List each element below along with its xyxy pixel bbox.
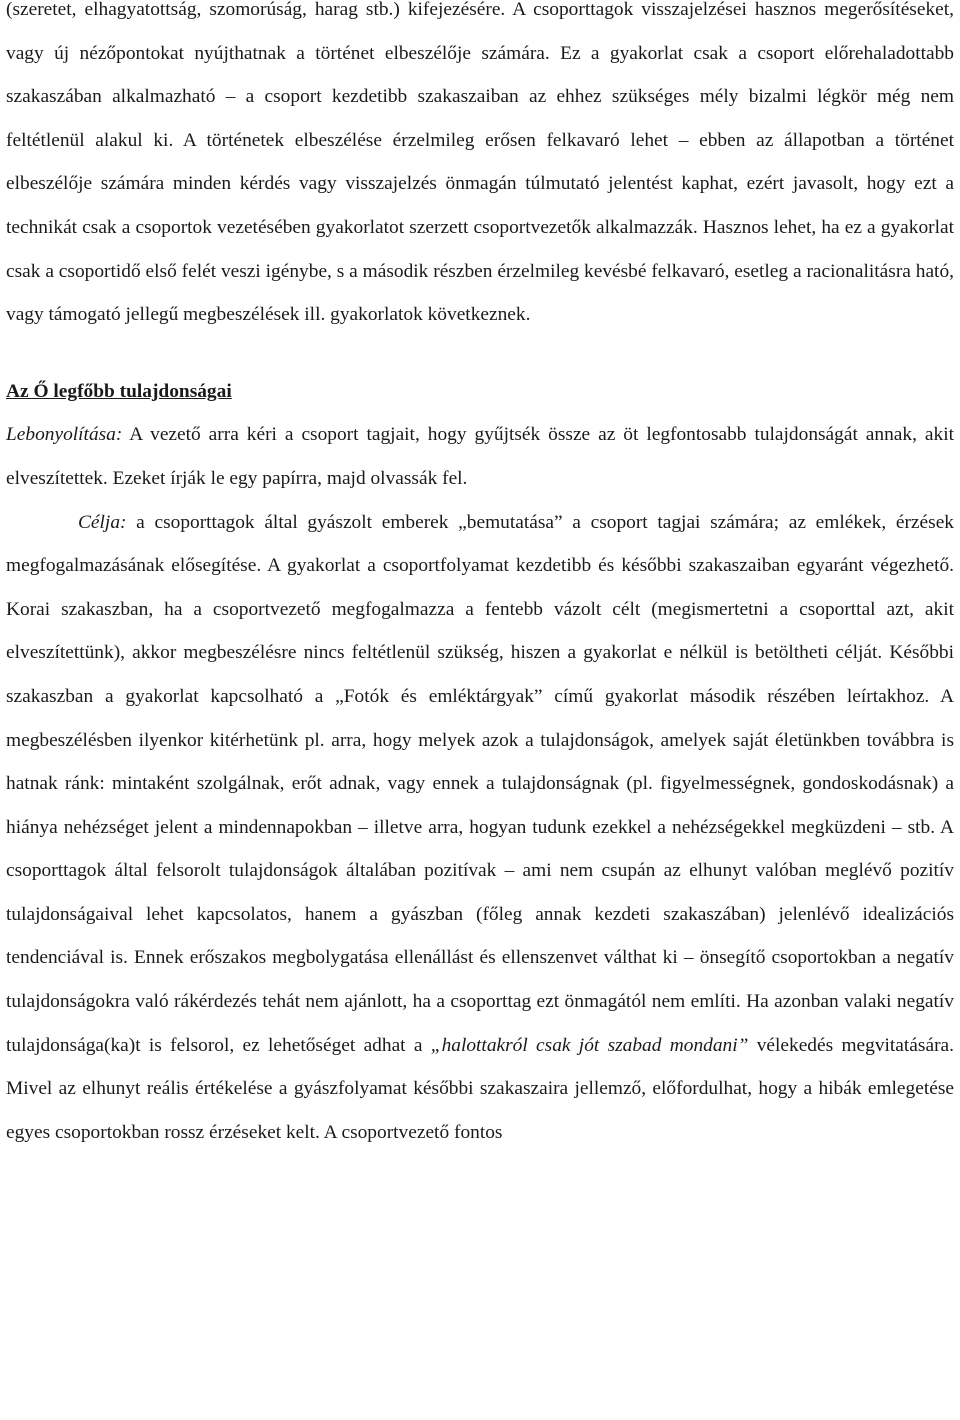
celja-text-1: a csoporttagok által gyászolt emberek „bemutatása” a csoport tagjai számára; az emlékek, érzések megfogalmazásának elősegítése. A gyakorlat a csoportfolyamat kezdetibb és későbbi szakaszaiban egyaránt végezhető. Korai szakaszban, ha a csoportvezető megfogalmazza a fentebb vázolt célt (megismertetni a csoporttal azt, akit elveszítettünk), akkor megbeszélésre nincs feltétlenül szükség, hiszen a gyakorlat e nélkül is betöltheti célját. Későbbi szakaszban a gyakorlat kapcsolható a „Fotók és emléktárgyak” című gyakorlat második részében leírtakhoz. A megbeszélésben ilyenkor kitérhetünk pl. arra, hogy melyek azok a tulajdonságok, amelyek saját életünkben továbbra is hatnak ránk: mintaként szolgálnak, erőt adnak, vagy ennek a tulajdonságnak (pl. figyelmességnek, gondoskodásnak) a hiánya nehézséget jelent a mindennapokban – illetve arra, hogyan tudunk ezekkel a nehézségekkel megküzdeni – stb. A csoporttagok által felsorolt tulajdonságok általában pozitívak – ami nem csupán az elhunyt valóban meglévő pozitív tulajdonságaival lehet kapcsolatos, hanem a gyászban (főleg annak kezdeti szakaszában) jelenlévő idealizációs tendenciával is. Ennek erőszakos megbolygatása ellenállást és ellenszenvet válthat ki – önsegítő csoportokban a negatív tulajdonságokra való rákérdezés tehát nem ajánlott, ha a csoporttag ezt önmagától nem említi. Ha azonban valaki negatív tulajdonsága(ka)t is felsorol, ez lehetőséget adhat a — [6, 511, 954, 1056]
paragraph-lebonyolitas — [6, 413, 954, 500]
paragraph-celja — [6, 501, 954, 1155]
section-title: Az Ő legfőbb tulajdonságai — [6, 380, 232, 402]
paragraph-continuation: (szeretet, elhagyatottság, szomorúság, harag stb.) kifejezésére. A csoporttagok visszajelzései hasznos megerősítéseket, vagy új nézőpontokat nyújthatnak a történet elbeszélője számára. Ez a gyakorlat csak a csoport előrehaladottabb szakaszában alkalmazható – a csoport kezdetibb szakaszaiban az ehhez szükséges mély bizalmi légkör még nem feltétlenül alakul ki. A történetek elbeszélése érzelmileg erősen felkavaró lehet – ebben az állapotban a történet elbeszélője számára minden kérdés vagy visszajelzés önmagán túlmutató jelentést kaphat, ezért javasolt, hogy ezt a technikát csak a csoportok vezetésében gyakorlatot szerzett csoportvezetők alkalmazzák. Hasznos lehet, ha ez a gyakorlat csak a csoportidő első felét veszi igénybe, s a második részben érzelmileg kevésbé felkavaró, esetleg a racionalitásra ható, vagy támogató jellegű megbeszélések ill. gyakorlatok következnek. — [6, 0, 954, 326]
celja-text-2: vélekedés megvitatására. Mivel az elhunyt reális értékelése a gyászfolyamat későbbi szakaszaira jellemző, előfordulhat, hogy a hibák emlegetése egyes csoportokban rossz érzéseket kelt. A csoportvezető fontos — [6, 1034, 954, 1143]
lebonyolitas-label: Lebonyolítása: — [6, 424, 123, 446]
celja-quote: „halottakról csak jót szabad mondani” — [430, 1034, 749, 1056]
celja-label: Célja: — [78, 511, 127, 533]
lebonyolitas-text: A vezető arra kéri a csoport tagjait, hogy gyűjtsék össze az öt legfontosabb tulajdonságát annak, akit elveszítettek. Ezeket írják le egy papírra, majd olvassák fel. — [6, 424, 954, 489]
